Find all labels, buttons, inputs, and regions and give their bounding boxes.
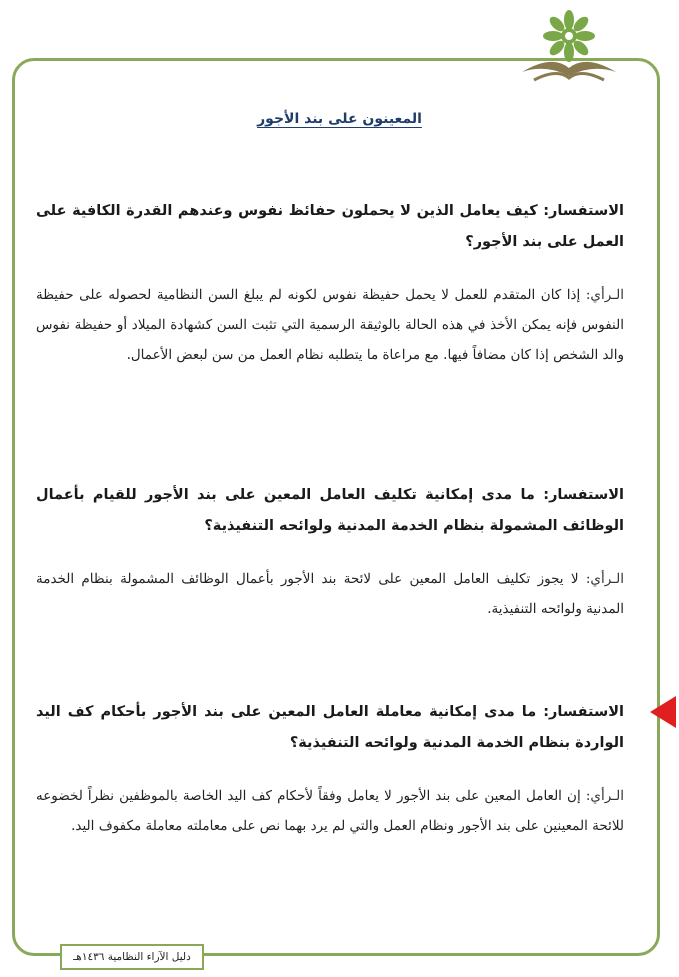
answer-text: إذا كان المتقدم للعمل لا يحمل حفيظة نفوس لكونه لم يبلغ السن النظامية لحصوله على حفيظة النفوس فإنه يمكن الأخذ في هذه الحالة بالوثيقة الرسمية التي تثبت السن كشهادة الميلاد أو حفيظة نفوس والد الشخص إذا كان مضافاً فيها. مع مراعاة ما يتطلبه نظام العمل من سن لبعض الأعمال.	[36, 287, 624, 363]
answer-label: الـرأي:	[585, 287, 625, 303]
answer-text: لا يجوز تكليف العامل المعين على لائحة بند الأجور بأعمال الوظائف المشمولة بنظام الخدمة المدنية ولوائحه التنفيذية.	[36, 571, 624, 617]
question-label: الاستفسار:	[543, 487, 624, 503]
question-label: الاستفسار:	[543, 203, 624, 219]
question-text: ما مدى إمكانية معاملة العامل المعين على بند الأجور بأحكام كف اليد الواردة بنظام الخدمة المدنية ولوائحه التنفيذية؟	[36, 704, 624, 751]
answer-label: الـرأي:	[585, 788, 624, 804]
page-title	[0, 108, 679, 127]
answer-3	[36, 781, 624, 841]
emblem-logo	[512, 6, 626, 88]
page-title-text: المعينون على بند الأجور	[257, 111, 422, 127]
question-text: كيف يعامل الذين لا يحملون حفائظ نفوس وعندهم القدرة الكافية على العمل على بند الأجور؟	[36, 203, 624, 250]
answer-label: الـرأي:	[585, 571, 624, 587]
question-label: الاستفسار:	[543, 704, 624, 720]
inquiry-section-2	[36, 480, 624, 624]
question-1	[36, 196, 624, 258]
answer-2	[36, 564, 624, 624]
answer-1	[36, 280, 624, 370]
question-text: ما مدى إمكانية تكليف العامل المعين على بند الأجور للقيام بأعمال الوظائف المشمولة بنظام الخدمة المدنية ولوائحه التنفيذية؟	[36, 487, 624, 534]
red-pointer-arrow-icon	[650, 696, 676, 728]
answer-text: إن العامل المعين على بند الأجور لا يعامل وفقاً لأحكام كف اليد الخاصة بالموظفين نظراً لخضوعه للائحة المعينين على بند الأجور ونظام العمل والتي لم يرد بهما نص على معاملته معاملة مكفوف اليد.	[36, 788, 624, 834]
inquiry-section-1	[36, 196, 624, 370]
inquiry-section-3	[36, 697, 624, 841]
question-2	[36, 480, 624, 542]
question-3	[36, 697, 624, 759]
footer-label: دليل الآراء النظامية ١٤٣٦هـ	[60, 944, 204, 970]
